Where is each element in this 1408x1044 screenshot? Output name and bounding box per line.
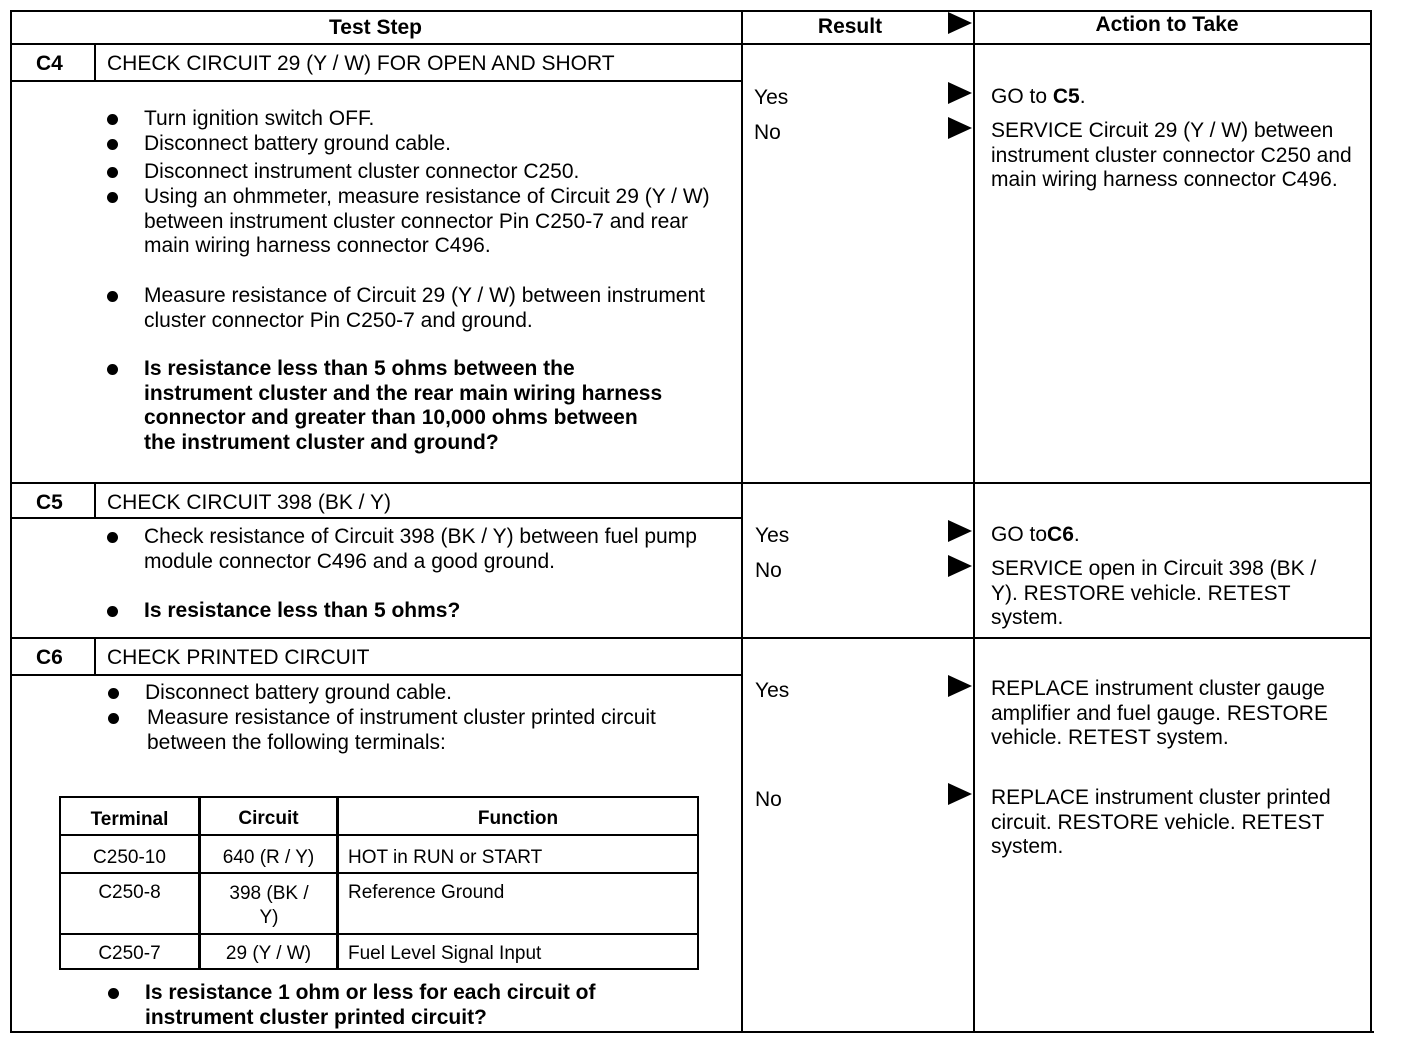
table-right-border [1370,10,1372,1033]
c6-bullet-2: Measure resistance of instrument cluster printed circuit between the following terminals: [147,706,707,755]
c4-result-no: No [754,121,781,144]
table-row-1-circuit: 640 (R / Y) [222,847,315,868]
c5-action-no: SERVICE open in Circuit 398 (BK / Y). RESTORE vehicle. RETEST system. [991,557,1317,630]
step-id-c5: C5 [36,491,63,514]
header-result: Result [817,15,883,38]
bullet-icon [107,291,118,302]
c6-title-divider [10,674,743,676]
c4-action-yes: GO to C5. [991,85,1086,108]
c5-question: Is resistance less than 5 ohms? [144,599,714,624]
table-row-2-function: Reference Ground [348,882,505,903]
c5-bullet-1: Check resistance of Circuit 398 (BK / Y) between fuel pump module connector C496 and a good ground. [144,525,714,574]
c6-action-no: REPLACE instrument cluster printed circuit. RESTORE vehicle. RETEST system. [991,786,1331,859]
bullet-icon [107,192,118,203]
c5-goto-target: C6 [1047,523,1074,546]
c4-id-divider [94,43,96,82]
c4-title-divider [10,80,743,82]
header-test-step: Test Step [329,16,422,39]
bullet-icon [108,988,119,999]
bullet-icon [107,606,118,617]
table-top-border [10,10,1372,12]
bullet-icon [107,532,118,543]
c6-yes-arrow-icon [948,675,972,697]
action-column-left-border [973,10,975,1033]
c6-question: Is resistance 1 ohm or less for each circuit of instrument cluster printed circuit? [145,981,705,1030]
table-row-3-function: Fuel Level Signal Input [348,943,542,964]
c4-bullet-4: Using an ohmmeter, measure resistance of Circuit 29 (Y / W) between instrument cluster connector Pin C250-7 and rear main wiring harness connector C496. [144,185,714,259]
c4-no-arrow-icon [948,117,972,139]
header-action: Action to Take [1095,13,1239,36]
step-id-c6: C6 [36,646,63,669]
c5-yes-arrow-icon [948,520,972,542]
terminal-table-row-divider-1 [61,872,697,874]
c6-no-arrow-icon [948,783,972,805]
c5-no-arrow-icon [948,555,972,577]
row-divider-c5 [10,482,1372,484]
c5-action-yes: GO toC6. [991,523,1080,546]
c5-result-no: No [755,559,782,582]
step-title-c5: CHECK CIRCUIT 398 (BK / Y) [107,491,391,514]
bullet-icon [107,167,118,178]
c4-bullet-5: Measure resistance of Circuit 29 (Y / W) between instrument cluster connector Pin C250-7 and ground. [144,284,714,333]
step-id-c4: C4 [36,52,63,75]
c4-goto-target: C5 [1052,85,1080,108]
c4-yes-arrow-icon [948,82,972,104]
terminal-table-header-terminal: Terminal [90,809,169,830]
c6-action-yes: REPLACE instrument cluster gauge amplifier and fuel gauge. RESTORE vehicle. RETEST system. [991,677,1328,750]
c5-title-divider [10,517,743,519]
terminal-table-header-function: Function [477,808,559,829]
table-left-border [10,10,12,1033]
c6-result-yes: Yes [755,679,790,702]
table-row-3-terminal: C250-7 [98,943,161,964]
table-row-1-terminal: C250-10 [93,847,166,868]
bullet-icon [107,114,118,125]
c5-id-divider [94,482,96,519]
bullet-icon [107,139,118,150]
table-row-3-circuit: 29 (Y / W) [225,943,312,964]
c4-result-yes: Yes [754,86,789,109]
terminal-table-row-divider-2 [61,933,697,935]
header-arrow-icon [948,12,972,34]
terminal-table [59,796,699,970]
row-divider-c6 [10,637,1372,639]
step-title-c4: CHECK CIRCUIT 29 (Y / W) FOR OPEN AND SHORT [107,52,615,75]
bullet-icon [108,713,119,724]
c6-id-divider [94,637,96,676]
terminal-table-header-divider [61,834,697,836]
c4-bullet-1: Turn ignition switch OFF. [144,107,714,132]
bullet-icon [107,364,118,375]
table-row-1-function: HOT in RUN or START [348,847,543,868]
bullet-icon [108,688,119,699]
table-row-2-terminal: C250-8 [98,882,161,903]
c4-question: Is resistance less than 5 ohms between the instrument cluster and the rear main wiring harness connector and greater than 10,000 ohms between the instrument cluster and ground? [144,357,664,455]
table-bottom-border [10,1031,1374,1033]
c6-bullet-1: Disconnect battery ground cable. [145,681,715,706]
result-column-left-border [741,10,743,1033]
c5-result-yes: Yes [755,524,790,547]
c4-action-no: SERVICE Circuit 29 (Y / W) between instrument cluster connector C250 and main wiring harness connector C496. [991,119,1352,192]
c6-result-no: No [755,788,782,811]
step-title-c6: CHECK PRINTED CIRCUIT [107,646,370,669]
c4-bullet-3: Disconnect instrument cluster connector C250. [144,160,714,185]
terminal-table-header-circuit: Circuit [238,808,299,829]
c4-bullet-2: Disconnect battery ground cable. [144,132,714,157]
header-bottom-border [10,43,1372,45]
table-row-2-circuit: 398 (BK / Y) [229,883,309,928]
